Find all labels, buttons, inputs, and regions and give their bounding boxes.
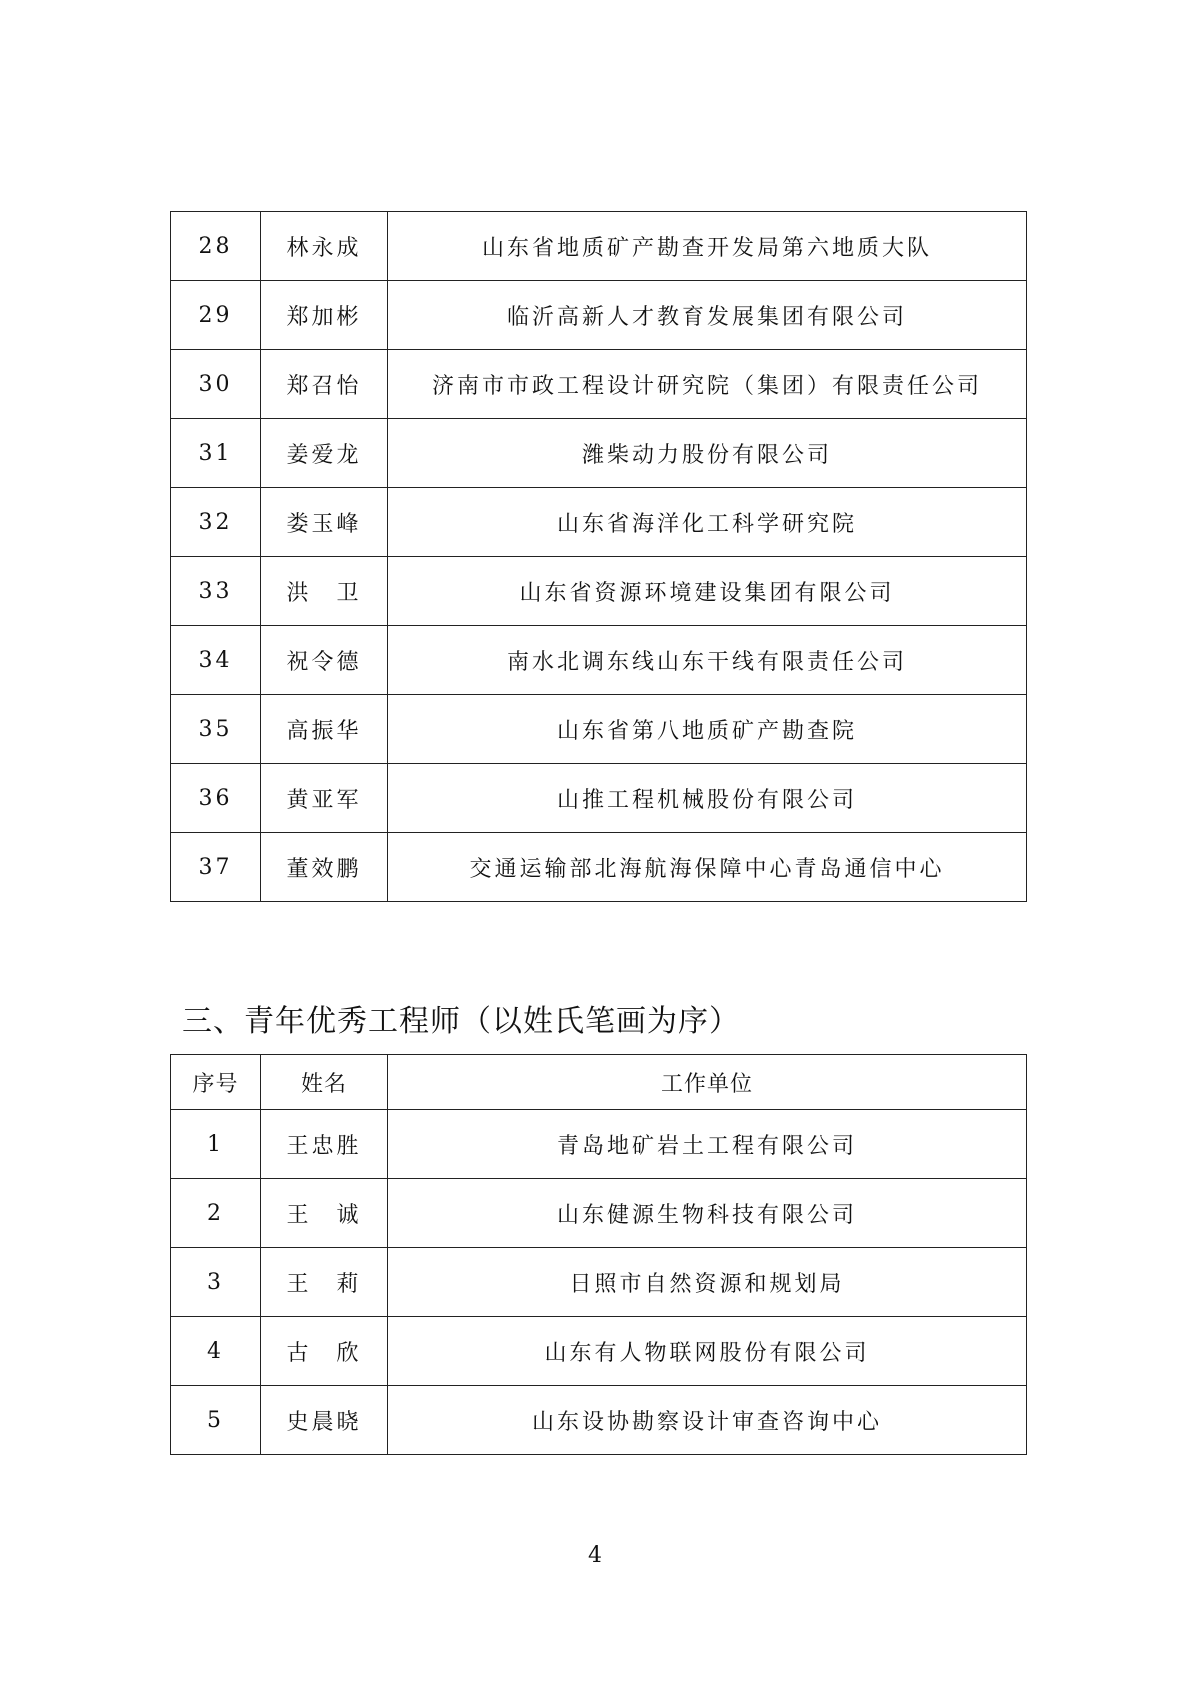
- table-row: [171, 488, 1027, 557]
- row-number: 28: [171, 212, 261, 281]
- table-row: [171, 833, 1027, 902]
- row-number: 4: [171, 1317, 261, 1386]
- work-unit: 山东省资源环境建设集团有限公司: [388, 557, 1027, 626]
- header-number: 序号: [171, 1055, 261, 1110]
- person-name: 高振华: [261, 695, 388, 764]
- work-unit: 山东省第八地质矿产勘查院: [388, 695, 1027, 764]
- table-row: [171, 281, 1027, 350]
- section-heading: 三、青年优秀工程师（以姓氏笔画为序）: [182, 1004, 740, 1039]
- row-number: 1: [171, 1110, 261, 1179]
- table-row: [171, 1386, 1027, 1455]
- table-row: [171, 695, 1027, 764]
- header-name: 姓名: [261, 1055, 388, 1110]
- table-row: [171, 557, 1027, 626]
- work-unit: 济南市市政工程设计研究院（集团）有限责任公司: [388, 350, 1027, 419]
- row-number: 32: [171, 488, 261, 557]
- row-number: 29: [171, 281, 261, 350]
- person-name: 姜爱龙: [261, 419, 388, 488]
- work-unit: 山东省地质矿产勘查开发局第六地质大队: [388, 212, 1027, 281]
- work-unit: 青岛地矿岩土工程有限公司: [388, 1110, 1027, 1179]
- person-name: 王 诚: [261, 1179, 388, 1248]
- row-number: 36: [171, 764, 261, 833]
- person-name: 黄亚军: [261, 764, 388, 833]
- person-name: 洪 卫: [261, 557, 388, 626]
- work-unit: 山东设协勘察设计审查咨询中心: [388, 1386, 1027, 1455]
- table-row: [171, 1317, 1027, 1386]
- person-name: 董效鹏: [261, 833, 388, 902]
- work-unit: 临沂高新人才教育发展集团有限公司: [388, 281, 1027, 350]
- row-number: 2: [171, 1179, 261, 1248]
- row-number: 37: [171, 833, 261, 902]
- table-row: [171, 1248, 1027, 1317]
- continued-list-table: [170, 211, 1027, 902]
- work-unit: 山东省海洋化工科学研究院: [388, 488, 1027, 557]
- table-row: [171, 764, 1027, 833]
- work-unit: 山推工程机械股份有限公司: [388, 764, 1027, 833]
- young-engineers-table: [170, 1054, 1027, 1455]
- row-number: 30: [171, 350, 261, 419]
- work-unit: 日照市自然资源和规划局: [388, 1248, 1027, 1317]
- table-row: [171, 350, 1027, 419]
- table-row: [171, 626, 1027, 695]
- row-number: 34: [171, 626, 261, 695]
- person-name: 古 欣: [261, 1317, 388, 1386]
- person-name: 史晨晓: [261, 1386, 388, 1455]
- person-name: 郑召怡: [261, 350, 388, 419]
- row-number: 33: [171, 557, 261, 626]
- person-name: 郑加彬: [261, 281, 388, 350]
- work-unit: 交通运输部北海航海保障中心青岛通信中心: [388, 833, 1027, 902]
- work-unit: 山东有人物联网股份有限公司: [388, 1317, 1027, 1386]
- row-number: 3: [171, 1248, 261, 1317]
- work-unit: 南水北调东线山东干线有限责任公司: [388, 626, 1027, 695]
- table-row: [171, 1110, 1027, 1179]
- row-number: 35: [171, 695, 261, 764]
- row-number: 31: [171, 419, 261, 488]
- person-name: 祝令德: [261, 626, 388, 695]
- table-row: [171, 419, 1027, 488]
- person-name: 娄玉峰: [261, 488, 388, 557]
- table-row: [171, 1179, 1027, 1248]
- person-name: 王 莉: [261, 1248, 388, 1317]
- row-number: 5: [171, 1386, 261, 1455]
- person-name: 林永成: [261, 212, 388, 281]
- work-unit: 潍柴动力股份有限公司: [388, 419, 1027, 488]
- header-unit: 工作单位: [388, 1055, 1027, 1110]
- table-header-row: [171, 1055, 1027, 1110]
- page-number: 4: [588, 1543, 602, 1568]
- work-unit: 山东健源生物科技有限公司: [388, 1179, 1027, 1248]
- table-row: [171, 212, 1027, 281]
- person-name: 王忠胜: [261, 1110, 388, 1179]
